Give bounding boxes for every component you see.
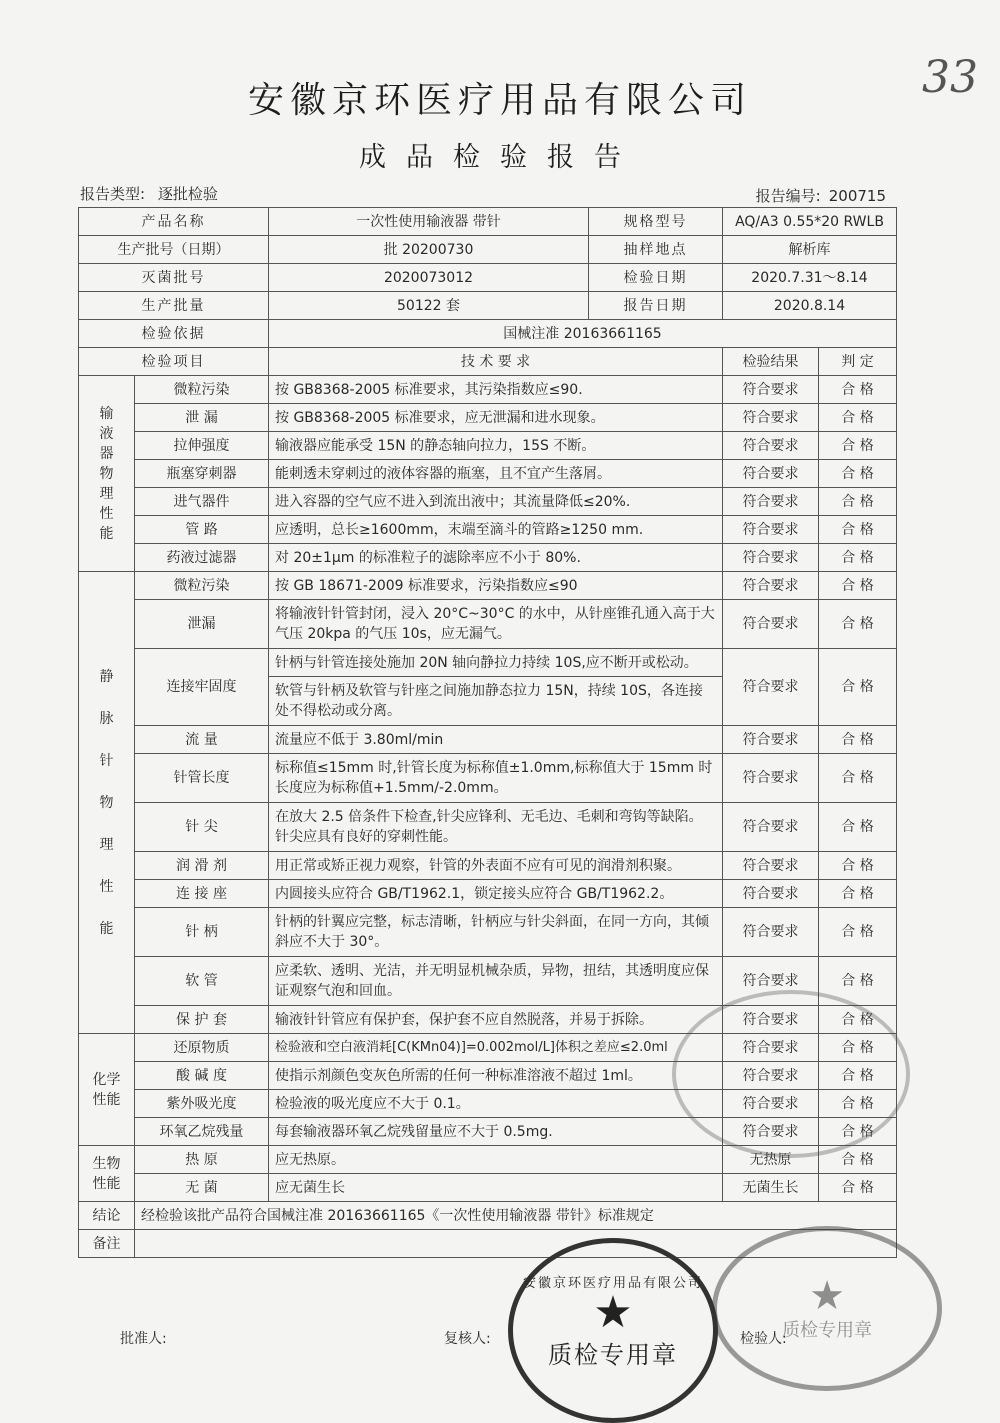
judge-value: 合 格 [819, 957, 897, 1006]
report-date-value: 2020.8.14 [723, 292, 897, 320]
quantity-label: 生产批量 [79, 292, 269, 320]
judge-value: 合 格 [819, 544, 897, 572]
group-biological: 生物 性能 [79, 1146, 135, 1202]
item-name: 药液过滤器 [135, 544, 269, 572]
basis-value: 国械注准 20163661165 [269, 320, 897, 348]
judge-value: 合 格 [819, 460, 897, 488]
column-requirement: 技 术 要 求 [269, 348, 723, 376]
result-value: 符合要求 [723, 957, 819, 1006]
judge-value: 合 格 [819, 488, 897, 516]
item-name: 泄 漏 [135, 404, 269, 432]
result-value: 符合要求 [723, 726, 819, 754]
item-name: 拉伸强度 [135, 432, 269, 460]
seal-text: 质检专用章 [782, 1319, 872, 1341]
batch-label: 生产批号（日期） [79, 236, 269, 264]
judge-value: 合 格 [819, 880, 897, 908]
table-row [79, 404, 897, 432]
judge-value: 合 格 [819, 852, 897, 880]
group-chemical: 化学 性能 [79, 1034, 135, 1146]
requirement-text: 在放大 2.5 倍条件下检查,针尖应锋利、无毛边、毛刺和弯钩等缺陷。针尖应具有良好的穿刺性能。 [269, 803, 723, 852]
table-row [79, 649, 897, 677]
result-value: 符合要求 [723, 544, 819, 572]
requirement-text: 使指示剂颜色变灰色所需的任何一种标准溶液不超过 1ml。 [269, 1062, 723, 1090]
inspection-seal-stamp-right [712, 1226, 942, 1391]
sterilization-label: 灭菌批号 [79, 264, 269, 292]
quantity-value: 50122 套 [269, 292, 589, 320]
seal-text: 质检专用章 [548, 1340, 678, 1369]
column-judge: 判 定 [819, 348, 897, 376]
inspection-date-value: 2020.7.31～8.14 [723, 264, 897, 292]
group-infusion-physical: 输 液 器 物 理 性 能 [79, 376, 135, 572]
conclusion-text: 经检验该批产品符合国械注准 20163661165《一次性使用输液器 带针》标准规定 [135, 1202, 897, 1230]
table-row [79, 516, 897, 544]
judge-value: 合 格 [819, 572, 897, 600]
requirement-text: 检验液的吸光度应不大于 0.1。 [269, 1090, 723, 1118]
requirement-text: 将输液针针管封闭，浸入 20°C~30°C 的水中，从针座锥孔通入高于大气压 20kpa 的气压 10s，应无漏气。 [269, 600, 723, 649]
item-name: 流 量 [135, 726, 269, 754]
faint-seal-stamp [672, 990, 910, 1158]
judge-value: 合 格 [819, 1174, 897, 1202]
result-value: 符合要求 [723, 852, 819, 880]
model-value: AQ/A3 0.55*20 RWLB [723, 208, 897, 236]
judge-value: 合 格 [819, 1034, 897, 1062]
table-row [79, 852, 897, 880]
table-row [79, 754, 897, 803]
table-row [79, 544, 897, 572]
star-icon: ★ [593, 1286, 633, 1338]
result-value: 符合要求 [723, 432, 819, 460]
sampling-label: 抽样地点 [589, 236, 723, 264]
item-name: 保 护 套 [135, 1006, 269, 1034]
seal-company-arc: 安徽京环医疗用品有限公司 [522, 1275, 703, 1291]
remark-label: 备注 [79, 1230, 135, 1258]
requirement-text: 对 20±1μm 的标准粒子的滤除率应不小于 80%. [269, 544, 723, 572]
judge-value: 合 格 [819, 1146, 897, 1174]
judge-value: 合 格 [819, 803, 897, 852]
conclusion-label: 结论 [79, 1202, 135, 1230]
judge-value: 合 格 [819, 404, 897, 432]
requirement-text-2: 软管与针柄及软管与针座之间施加静态拉力 15N，持续 10S，各连接处不得松动或分离。 [269, 677, 723, 726]
basis-label: 检验依据 [79, 320, 269, 348]
report-type-value: 逐批检验 [157, 185, 218, 203]
table-row [79, 572, 897, 600]
requirement-text: 标称值≤15mm 时,针管长度为标称值±1.0mm,标称值大于 15mm 时长度应为标称值+1.5mm/-2.0mm。 [269, 754, 723, 803]
group-needle-physical: 静 脉 针 物 理 性 能 [79, 572, 135, 1034]
inspection-date-label: 检验日期 [589, 264, 723, 292]
result-value: 符合要求 [723, 600, 819, 649]
item-name: 针 尖 [135, 803, 269, 852]
table-row [79, 320, 897, 348]
judge-value: 合 格 [819, 726, 897, 754]
result-value: 符合要求 [723, 1006, 819, 1034]
table-row [79, 208, 897, 236]
model-label: 规格型号 [589, 208, 723, 236]
star-icon: ★ [809, 1272, 845, 1319]
judge-value: 合 格 [819, 1062, 897, 1090]
requirement-text: 针柄的针翼应完整，标志清晰，针柄应与针尖斜面，在同一方向，其倾斜应不大于 30°。 [269, 908, 723, 957]
requirement-text: 应无菌生长 [269, 1174, 723, 1202]
sterilization-value: 2020073012 [269, 264, 589, 292]
item-name: 软 管 [135, 957, 269, 1006]
result-value: 符合要求 [723, 1090, 819, 1118]
item-name: 热 原 [135, 1146, 269, 1174]
requirement-text: 输液器应能承受 15N 的静态轴向拉力，15S 不断。 [269, 432, 723, 460]
item-name: 管 路 [135, 516, 269, 544]
requirement-text: 能刺透未穿刺过的液体容器的瓶塞，且不宜产生落屑。 [269, 460, 723, 488]
item-name: 微粒污染 [135, 376, 269, 404]
result-value: 符合要求 [723, 649, 819, 726]
item-name: 进气器件 [135, 488, 269, 516]
table-row [79, 236, 897, 264]
product-name-label: 产品名称 [79, 208, 269, 236]
requirement-text: 应柔软、透明、光洁，并无明显机械杂质，异物，扭结，其透明度应保证观察气泡和回血。 [269, 957, 723, 1006]
table-row [79, 726, 897, 754]
result-value: 符合要求 [723, 880, 819, 908]
item-name: 泄漏 [135, 600, 269, 649]
result-value: 符合要求 [723, 754, 819, 803]
result-value: 符合要求 [723, 404, 819, 432]
table-row [79, 460, 897, 488]
table-row [79, 803, 897, 852]
item-name: 针 柄 [135, 908, 269, 957]
judge-value: 合 格 [819, 516, 897, 544]
requirement-text: 输液针针管应有保护套，保护套不应自然脱落，并易于拆除。 [269, 1006, 723, 1034]
item-name: 瓶塞穿刺器 [135, 460, 269, 488]
report-type-label: 报告类型: [80, 185, 146, 203]
result-value: 符合要求 [723, 1118, 819, 1146]
requirement-text: 应透明，总长≥1600mm，末端至滴斗的管路≥1250 mm. [269, 516, 723, 544]
table-row [79, 1174, 897, 1202]
judge-value: 合 格 [819, 1006, 897, 1034]
table-row [79, 488, 897, 516]
result-value: 无菌生长 [723, 1174, 819, 1202]
column-item: 检验项目 [79, 348, 269, 376]
judge-value: 合 格 [819, 1118, 897, 1146]
page-handwritten-mark: 33 [922, 52, 978, 103]
table-row [79, 292, 897, 320]
product-name-value: 一次性使用输液器 带针 [269, 208, 589, 236]
table-row [79, 264, 897, 292]
report-number-label: 报告编号: [755, 187, 821, 205]
inspection-seal-stamp [508, 1238, 718, 1423]
report-title: 成品检验报告 [359, 142, 641, 173]
item-name: 润 滑 剂 [135, 852, 269, 880]
judge-value: 合 格 [819, 600, 897, 649]
judge-value: 合 格 [819, 649, 897, 726]
item-name: 还原物质 [135, 1034, 269, 1062]
requirement-text: 按 GB8368-2005 标准要求，其污染指数应≤90. [269, 376, 723, 404]
judge-value: 合 格 [819, 754, 897, 803]
report-date-label: 报告日期 [589, 292, 723, 320]
result-value: 符合要求 [723, 1034, 819, 1062]
report-type [80, 183, 226, 204]
column-result: 检验结果 [723, 348, 819, 376]
result-value: 符合要求 [723, 460, 819, 488]
result-value: 符合要求 [723, 908, 819, 957]
judge-value: 合 格 [819, 376, 897, 404]
company-name: 安徽京环医疗用品有限公司 [247, 80, 752, 121]
inspector-label: 检验人: [740, 1331, 787, 1347]
table-row [79, 376, 897, 404]
report-number-value: 200715 [828, 187, 886, 205]
sampling-value: 解析库 [723, 236, 897, 264]
result-value: 符合要求 [723, 516, 819, 544]
requirement-text: 进入容器的空气应不进入到流出液中；其流量降低≤20%. [269, 488, 723, 516]
item-name: 连 接 座 [135, 880, 269, 908]
conclusion-row [79, 1202, 897, 1230]
item-name: 紫外吸光度 [135, 1090, 269, 1118]
requirement-text: 按 GB8368-2005 标准要求，应无泄漏和进水现象。 [269, 404, 723, 432]
approver-label: 批准人: [120, 1331, 167, 1347]
judge-value: 合 格 [819, 908, 897, 957]
item-name: 微粒污染 [135, 572, 269, 600]
table-row [79, 600, 897, 649]
item-name: 无 菌 [135, 1174, 269, 1202]
table-row [79, 880, 897, 908]
result-value: 符合要求 [723, 803, 819, 852]
result-value: 符合要求 [723, 1062, 819, 1090]
requirement-text: 按 GB 18671-2009 标准要求，污染指数应≤90 [269, 572, 723, 600]
judge-value: 合 格 [819, 432, 897, 460]
result-value: 符合要求 [723, 572, 819, 600]
result-value: 符合要求 [723, 376, 819, 404]
requirement-text: 流量应不低于 3.80ml/min [269, 726, 723, 754]
item-name: 酸 碱 度 [135, 1062, 269, 1090]
result-value: 无热原 [723, 1146, 819, 1174]
requirement-text: 内圆接头应符合 GB/T1962.1，锁定接头应符合 GB/T1962.2。 [269, 880, 723, 908]
requirement-text: 检验液和空白液消耗[C(KMn04)]=0.002mol/L]体积之差应≤2.0ml [269, 1034, 723, 1062]
requirement-text: 每套输液器环氧乙烷残留量应不大于 0.5mg. [269, 1118, 723, 1146]
item-name: 连接牢固度 [135, 649, 269, 726]
reviewer-label: 复核人: [444, 1331, 491, 1347]
result-value: 符合要求 [723, 488, 819, 516]
judge-value: 合 格 [819, 1090, 897, 1118]
item-name: 环氧乙烷残量 [135, 1118, 269, 1146]
table-header-row [79, 348, 897, 376]
table-row [79, 432, 897, 460]
table-row [79, 908, 897, 957]
item-name: 针管长度 [135, 754, 269, 803]
requirement-text: 针柄与针管连接处施加 20N 轴向静拉力持续 10S,应不断开或松动。 [269, 649, 723, 677]
requirement-text: 用正常或矫正视力观察，针管的外表面不应有可见的润滑剂积聚。 [269, 852, 723, 880]
report-number [756, 185, 894, 206]
requirement-text: 应无热原。 [269, 1146, 723, 1174]
batch-value: 批 20200730 [269, 236, 589, 264]
